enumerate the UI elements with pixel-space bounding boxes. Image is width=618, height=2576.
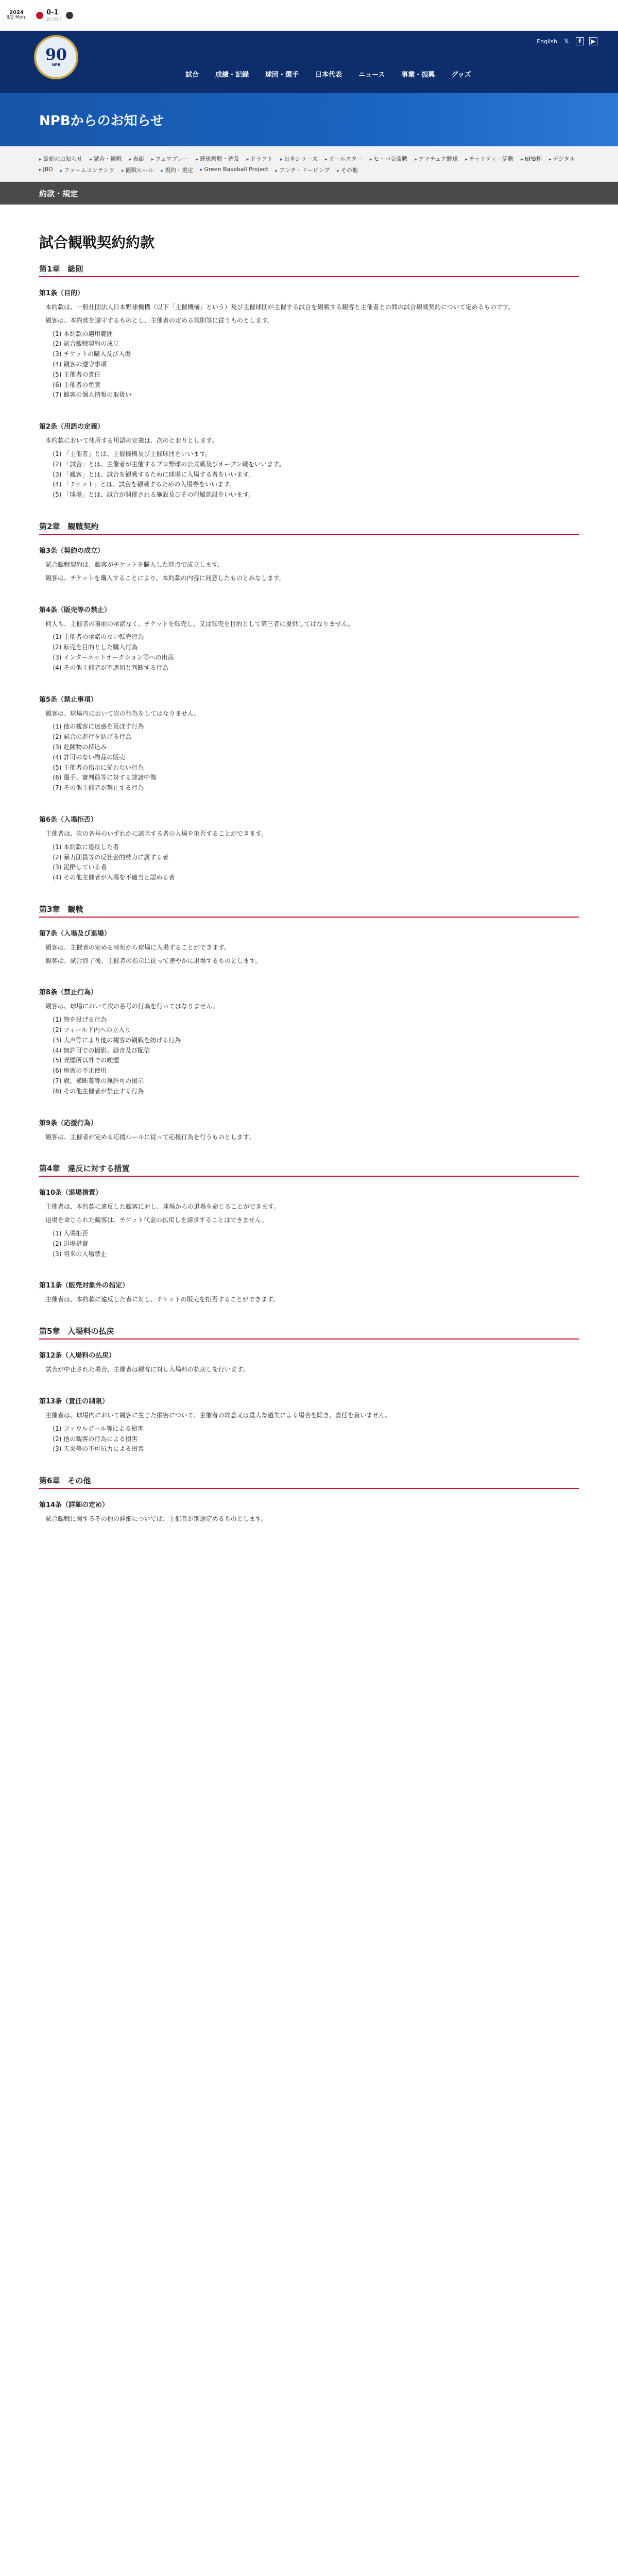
sub-nav-item[interactable]: ▸ アンチ・ドーピング: [276, 166, 330, 174]
article-item: (3) 天災等の不可抗力による損害: [53, 1445, 144, 1453]
article: [39, 1499, 579, 1524]
article-heading: 第6条（入場拒否）: [39, 816, 98, 824]
article-paragraph: 主催者は、球場内において観客に生じた損害について、主催者の故意又は重大な過失による場合を除き、責任を負いません。: [45, 1412, 391, 1419]
article-item: (1) 本約款に違反した者: [53, 843, 119, 851]
article-item-list: [39, 449, 579, 500]
chapter-heading: [39, 1475, 579, 1489]
article-item: (7) 旗、横断幕等の無許可の掲示: [53, 1077, 144, 1085]
article-item: (1) 物を投げる行為: [53, 1016, 107, 1024]
article-item: (3) 危険物の持込み: [53, 743, 107, 751]
article-item: (1) 「主催者」とは、主催機構及び主催球団をいいます。: [53, 450, 212, 457]
article-item: (7) 観客の個人情報の取扱い: [53, 391, 132, 399]
top-bar: [0, 0, 618, 31]
nav-news[interactable]: ニュース: [358, 71, 385, 79]
article-item-list: [39, 722, 579, 793]
article-paragraph: 観客は、球場において次の各号の行為を行ってはなりません。: [45, 1003, 219, 1010]
main-content: [0, 231, 618, 1524]
article-heading: 第9条（応援行為）: [39, 1119, 98, 1127]
article: [39, 694, 579, 793]
article: [39, 545, 579, 584]
sub-nav-item[interactable]: ▸ ファームコンテンツ: [60, 166, 115, 174]
article-heading: 第1条（目的）: [39, 290, 84, 297]
article-item: (3) 将来の入場禁止: [53, 1250, 107, 1258]
article-paragraph: 観客は、試合終了後、主催者の指示に従って速やかに退場するものとします。: [45, 957, 262, 964]
article: [39, 1187, 579, 1259]
sub-nav-item[interactable]: ▸ 日本シリーズ: [280, 155, 318, 163]
chapter-title: 第4章 違反に対する措置: [39, 1164, 130, 1174]
sub-nav-item[interactable]: ▸ セ・パ交流戦: [370, 155, 407, 163]
article-item: (1) 主催者の承諾のない転売行為: [53, 633, 144, 641]
facebook-icon[interactable]: f: [576, 37, 584, 45]
section-title: 約款・規定: [39, 189, 78, 198]
sub-nav-item[interactable]: ▸ NPB杯: [521, 155, 542, 163]
article-item: (4) 無許可での撮影、録音及び配信: [53, 1046, 150, 1054]
sub-nav-item[interactable]: ▸ アマチュア野球: [415, 155, 458, 163]
article: [39, 604, 579, 673]
game-date[interactable]: [6, 10, 27, 21]
article-paragraph: 退場を命じられた観客は、チケット代金の払戻しを請求することはできません。: [45, 1216, 268, 1224]
game-year: 2024: [9, 10, 24, 16]
article: [39, 1396, 579, 1454]
article-item: (1) ファウルボール等による損害: [53, 1425, 144, 1432]
article-item: (4) 許可のない物品の販売: [53, 753, 126, 761]
article-item: (2) 暴力団員等の反社会的勢力に属する者: [53, 853, 169, 861]
article-heading: 第7条（入場及び退場）: [39, 929, 111, 938]
main-nav: [185, 69, 471, 79]
article-heading: 第5条（禁止事項）: [39, 696, 98, 704]
article-item: (4) その他主催者が不適切と判断する行為: [53, 664, 169, 671]
chapter-heading: [39, 1163, 579, 1177]
nav-goods[interactable]: グッズ: [451, 71, 471, 79]
article-item: (2) 退場措置: [53, 1240, 89, 1247]
article-item: (1) 他の観客に迷惑を及ぼす行為: [53, 723, 144, 731]
article-heading: 第3条（契約の成立）: [39, 547, 105, 555]
article: [39, 421, 579, 500]
npb-90th-logo[interactable]: [34, 35, 78, 79]
article-paragraph: 試合観戦に関するその他の詳細については、主催者が別途定めるものとします。: [45, 1515, 267, 1523]
away-team-icon: [66, 12, 73, 19]
article-item: (2) フィールド内への立入り: [53, 1026, 131, 1034]
article: [39, 287, 579, 400]
sub-nav-item[interactable]: ▸ JBO: [39, 166, 53, 174]
article-item: (2) 他の観客の行為による損害: [53, 1435, 138, 1443]
article-paragraph: 主催者は、本約款に違反した者に対し、チケットの販売を拒否することができます。: [45, 1296, 279, 1303]
chapter-heading: [39, 904, 579, 918]
article-item-list: [39, 1424, 579, 1454]
sub-nav-item[interactable]: ▸ 規約・規定: [161, 166, 193, 174]
article-item: (3) 泥酔している者: [53, 863, 107, 871]
article-item: (6) 主催者の免責: [53, 381, 101, 388]
article-item: (7) その他主催者が禁止する行為: [53, 784, 144, 792]
article-item-list: [39, 842, 579, 883]
sub-nav-item[interactable]: ▸ デジタル: [549, 155, 575, 163]
game-day: 8/2 Mon.: [6, 15, 27, 21]
article-heading: 第4条（販売等の禁止）: [39, 606, 111, 614]
sub-nav-item[interactable]: ▸ 試合・観戦: [90, 155, 122, 163]
document-title: 試合観戦契約約款: [39, 234, 155, 251]
article-heading: 第12条（入場料の払戻）: [39, 1352, 116, 1360]
article-paragraph: 観客は、主催者が定める応援ルールに従って応援行為を行うものとします。: [45, 1133, 255, 1141]
article-item: (3) インターネットオークション等への出品: [53, 653, 174, 661]
article-heading: 第2条（用語の定義）: [39, 423, 105, 431]
site-header: [0, 31, 618, 93]
article: [39, 814, 579, 883]
article-item: (2) 試合観戦契約の成立: [53, 340, 119, 348]
page-title-band: [0, 93, 618, 146]
language-link[interactable]: English: [537, 38, 557, 45]
home-team-icon: [36, 12, 43, 19]
header-utility: [537, 37, 597, 45]
article-paragraph: 試合が中止された場合、主催者は観客に対し入場料の払戻しを行います。: [45, 1366, 249, 1374]
sub-nav-item[interactable]: ▸ その他: [337, 166, 358, 174]
nav-business[interactable]: 事業・振興: [401, 71, 435, 79]
article: [39, 1280, 579, 1305]
sub-nav-item[interactable]: ▸ 最新のお知らせ: [39, 155, 82, 163]
article-paragraph: 試合観戦契約は、観客がチケットを購入した時点で成立します。: [45, 561, 224, 568]
article-paragraph: 観客は、球場内において次の行為をしてはなりません。: [45, 709, 200, 717]
nav-stats[interactable]: 成績・記録: [215, 71, 249, 79]
article-item: (6) 座席の不正使用: [53, 1067, 107, 1075]
article-item: (5) 主催者の指示に従わない行為: [53, 764, 144, 771]
section-header: [0, 182, 618, 205]
article: [39, 1117, 579, 1143]
chapter-heading: [39, 521, 579, 535]
sub-nav-item[interactable]: ▸ Green Baseball Project: [200, 166, 268, 174]
article-heading: 第8条（禁止行為）: [39, 989, 98, 997]
article: [39, 987, 579, 1096]
article-heading: 第13条（責任の制限）: [39, 1398, 109, 1406]
nav-japan[interactable]: 日本代表: [315, 71, 342, 79]
article-heading: 第11条（販売対象外の指定）: [39, 1282, 129, 1290]
article-item: (3) チケットの購入及び入場: [53, 350, 131, 358]
score-widget[interactable]: [36, 9, 73, 22]
nav-teams[interactable]: 球団・選手: [265, 71, 299, 79]
sub-nav-item[interactable]: ▸ オールスター: [325, 155, 363, 163]
article-heading: 第10条（退場措置）: [39, 1189, 102, 1197]
page-title: NPBからのお知らせ: [39, 113, 164, 129]
nav-games[interactable]: 試合: [185, 71, 199, 79]
logo-text: NPB: [52, 63, 61, 67]
sub-nav-item[interactable]: ▸ 表彰: [129, 155, 144, 163]
chapter-title: 第5章 入場料の払戻: [39, 1327, 114, 1336]
article-item: (4) 観客の遵守事項: [53, 360, 107, 368]
article-item: (5) 「球場」とは、試合が開催される施設及びその附属施設をいいます。: [53, 491, 255, 499]
sub-nav-item[interactable]: ▸ フェアプレー: [151, 155, 188, 163]
logo-number: 90: [45, 46, 67, 64]
youtube-icon[interactable]: ▶: [589, 37, 597, 45]
document-body: [39, 263, 579, 1524]
sub-nav-item[interactable]: ▸ ドラフト: [247, 155, 273, 163]
chapter-title: 第6章 その他: [39, 1476, 91, 1486]
article-item-list: [39, 1229, 579, 1259]
article-item: (5) 喫煙所以外での喫煙: [53, 1057, 119, 1064]
chapter-title: 第3章 観戦: [39, 904, 83, 914]
article-item: (2) 試合の進行を妨げる行為: [53, 733, 132, 741]
sub-nav-list: [39, 155, 579, 174]
article-paragraph: 観客は、本約款を遵守するものとし、主催者の定める規則等に従うものとします。: [45, 316, 274, 324]
article-item: (8) その他主催者が禁止する行為: [53, 1087, 144, 1095]
article-paragraph: 観客は、主催者の定める時刻から球場に入場することができます。: [45, 943, 231, 951]
article: [39, 1350, 579, 1375]
article-item: (1) 入場拒否: [53, 1230, 89, 1238]
score-status: 試合終了: [46, 16, 63, 22]
article-paragraph: 何人も、主催者の事前の承諾なく、チケットを転売し、又は転売を目的として第三者に提供してはなりません。: [45, 620, 354, 628]
article-paragraph: 本約款において使用する用語の定義は、次のとおりとします。: [45, 437, 218, 445]
chapter-title: 第2章 観戦契約: [39, 521, 99, 531]
article-paragraph: 観客は、チケットを購入することにより、本約款の内容に同意したものとみなします。: [45, 574, 285, 582]
score-value: 0-1: [46, 8, 59, 16]
article-heading: 第14条（詳細の定め）: [39, 1501, 109, 1510]
article-item: (3) 「観客」とは、試合を観戦するために球場に入場する者をいいます。: [53, 470, 255, 478]
sub-nav: [0, 146, 618, 182]
article-item: (2) 「試合」とは、主催者が主催するプロ野球の公式戦及びオープン戦をいいます。: [53, 460, 285, 468]
chapter-title: 第1章 総則: [39, 264, 83, 274]
article-paragraph: 主催者は、本約款に違反した観客に対し、球場からの退場を命じることができます。: [45, 1203, 280, 1211]
x-twitter-icon[interactable]: 𝕏: [564, 38, 569, 45]
article-item: (4) 「チケット」とは、試合を観戦するための入場券をいいます。: [53, 481, 236, 488]
article: [39, 928, 579, 967]
article-item: (5) 主催者の責任: [53, 370, 101, 378]
article-item: (3) 大声等により他の観客の観戦を妨げる行為: [53, 1036, 181, 1044]
chapter-heading: [39, 263, 579, 277]
article-item-list: [39, 1015, 579, 1096]
article-item: (1) 本約款の適用範囲: [53, 330, 113, 337]
article-paragraph: 本約款は、一般社団法人日本野球機構（以下「主催機構」という）及び主催球団が主催する試合を観戦する観客と主催者との間の試合観戦契約について定めるものです。: [45, 303, 514, 311]
sub-nav-item[interactable]: ▸ 観戦ルール: [122, 166, 153, 174]
article-item-list: [39, 329, 579, 401]
article-item: (2) 転売を目的とした購入行為: [53, 643, 138, 651]
article-item: (4) その他主催者が入場を不適当と認める者: [53, 874, 175, 882]
sub-nav-item[interactable]: ▸ 野球振興・普及: [196, 155, 239, 163]
article-item: (6) 選手、審判員等に対する誹謗中傷: [53, 774, 157, 782]
chapter-heading: [39, 1326, 579, 1340]
article-paragraph: 主催者は、次の各号のいずれかに該当する者の入場を拒否することができます。: [45, 829, 268, 837]
sub-nav-item[interactable]: ▸ チャリティー活動: [465, 155, 513, 163]
article-item-list: [39, 632, 579, 673]
